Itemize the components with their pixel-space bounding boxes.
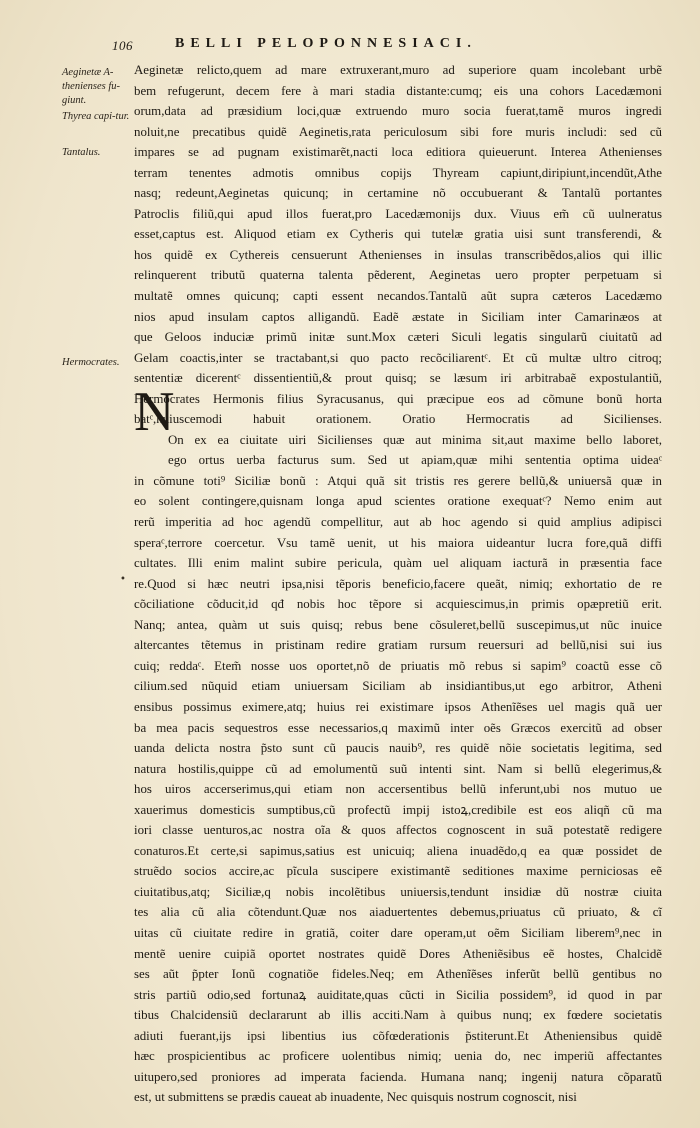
text-line: cõciliatione cõducit,id qđ nobis hoc tẽpore si acquiescimus,in primis opæpretiũ erit. [134,597,662,612]
text-line: hæc prospicientibus ac proficere uolentibus nimiq; uenia do, nec imperiũ affectantes [134,1049,662,1064]
text-line: in cõmune toti⁹ Siciliæ bonũ : Atqui quã sit tristis res gerere bellũ,& uniuersã quæ in [134,473,662,488]
text-line: hos uiros accerserimus,qui etiam non accersentibus bellũ inferunt,ubi nos mutuo ue [134,782,662,797]
margin-note-thyrea: Thyrea capi-tur. [62,111,130,122]
text-line: est, ut submittens se prædis caueat ab inuadente, Nec quisquis nostrum cognoscit, nisi [134,1090,577,1105]
text-line: stris partiũ odio,sed fortunaꝝ auiditate,quas cũcti in Sicilia possidem⁹, id quod in par [134,987,662,1002]
text-line: uitas cũ ciuitate redire in gratiã, coiter dare operam,ut oẽm Siciliam liberem⁹,nec in [134,925,662,940]
text-line: ego ortus uerba facturus sum. Sed ut apiam,quæ mihi sententia optima uideaᶜ [168,453,662,468]
text-line: adiuti fuerant,ijs ipsi libentius ius cõfœderationis p̃stiterunt.Et Atheniensibus quidẽ [134,1028,662,1043]
text-line: tes alia cũ alia cõtendunt.Quæ nos aiaduertentes debemus,priuatus cũ priuato, & cĩ [134,905,662,920]
text-line: On ex ea ciuitate uiri Sicilienses quæ aut minima sit,aut maxime bello laboret, [168,432,662,447]
text-line: uitupero,sed proniores ad imperata facienda. Humana nanq; ingenij natura cõparatũ [134,1069,662,1084]
text-line: conaturos.Et certe,si sapimus,satius est unicuiq; aliena inuadẽdo,q ea quæ possidet de [134,843,662,858]
text-line: terram tenentes admotis omnibus copijs Thyream capiunt,diripiunt,incendũt,Athe [134,165,662,180]
text-line: Aeginetæ relicto,quem ad mare extruxerant,muro ad superiore quam incolebant urbẽ [134,63,662,77]
text-line: orum,data ad præsidium loci,quæ extruendo muro socia fuerat,tamẽ muros ingredi [134,104,662,119]
text-line: sententiæ dicerentᶜ dissentientiũ,& prout quisq; se læsum iri arbitrabaẽ expostulantiũ, [134,371,662,386]
text-line: iori classe uenturos,ac nostra oĩa & quos affectos cognoscent in suã potestatẽ redigere [134,823,662,838]
text-line: hos quidẽ ex Cythereis censuerunt Athenienses in insulas transcribẽdos,alios qui illic [134,247,662,262]
text-line: bem refugerunt, decem fere à mari stadia distante:cumq; eis una cohors Lacedæmoni [134,83,662,98]
text-line: eo solent contingere,quisnam longa apud scientes oratione exequatᶜ? Nemo enim aut [134,494,662,509]
text-line: que Geloos induciæ primũ initæ sunt.Mox cæteri Siculi legatis singularũ ciuitatũ ad [134,330,662,345]
text-line: cultates. Illi enim malint subire pericula, quàm uel aliquam iacturã in præsentia face [134,556,662,571]
text-line: cuiq; reddaᶜ. Etem̃ nosse uos oportet,nõ de priuatis mõ rebus si sapim⁹ coactũ esse cõ [134,658,662,673]
text-line: esset,captus est. Aliquod etiam ex Cytheris qui tutelæ gratia uisi sunt transferendi, & [134,227,662,242]
text-line: Nanq; antea, quàm ut suis quisq; rebus bene cõsuleret,bellũ suscepimus,ut nũc inuice [134,617,662,632]
text-line: Patroclis filiũ,qui apud illos fuerat,pro Lacedæmonijs dux. Viuus em̃ cũ uulneratus [134,206,662,221]
text-line: ses aũt p̃pter Ionũ cognatiõe fideles.Neq; em Athenĩẽses inferũt bellũ gentibus no [134,967,662,982]
text-line: batᶜ,huiuscemodi habuit orationem. Oratio Hermocratis ad Sicilienses. [134,412,662,427]
drop-cap-letter: N [134,381,175,443]
text-line: uanda delicta nostra p̃sto sunt cũ paucis nauib⁹, res quidẽ nõie societatis legitima, sed [134,741,662,756]
text-line: impares se ad pugnam existimarẽt,nacti loca editiora quieuerunt. Interea Athenienses [134,145,662,160]
text-line: relinquerent tributũ quaterna talenta pẽderent, Aeginetas uero propter perpetuam si [134,268,662,283]
text-line: cilium.sed nũquid etiam uniuersam Siciliam ab insidiantibus,ut ego arbitror, Atheni [134,679,662,694]
text-line: Hermocrates Hermonis filius Syracusanus, qui præcipue eos ad cõmune bonũ horta [134,391,662,406]
text-line: struẽdo socios accire,ac pĩcula suscipere existimantẽ seditiones maxime perniciosas eẽ [134,864,662,879]
text-line: multatẽ omnes quicunq; capti essent necandos.Tantalũ aũt supra cæteros Lacedæmo [134,289,662,304]
text-line: rerũ imperitia ad hoc agendũ compellitur, aut ab hoc agendo si quid amplius adipisci [134,515,662,530]
running-title: BELLI PELOPONNESIACI. [175,36,477,51]
margin-note-tantalus: Tantalus. [62,147,101,158]
text-line: mentẽ uenire cuipiã oportet nostrates quidẽ Dores Atheniẽsibus eẽ hostes, Chalcidẽ [134,946,662,961]
text-line: re.Quod si hæc neutri ipsa,nisi tẽporis beneficio,facere queãt, nimiq; exhortatio de re [134,576,662,591]
margin-note-hermocrates: Hermocrates. [62,357,120,368]
text-line: speraᶜ,terrore coercetur. Vsu tamẽ uenit, ut his maiora uideantur lucra fore,quã diffi [134,535,662,550]
page-number: 106 [112,38,133,53]
text-line: noluit,ne precatibus quidẽ Aeginetis,rata periculosum sibi fore muris includi: sed cũ [134,124,662,139]
text-line: ensibus possimus eximere,atq; huius rei existimare ipsos Athenĩẽses uel magis quã uer [134,699,662,714]
margin-bullet-mark: • [120,574,126,585]
text-line: Gelam coactis,inter se tractabant,si quo pacto recõciliarentᶜ. Et cũ multæ ultro citroq; [134,350,662,365]
text-line: ciuitatibus,atq; Siciliæ,q nobis incolẽtibus uniuersis,tendunt insidiæ dũ nostræ ciuita [134,884,662,899]
text-line: natura hostilis,quippe cũ ad emolumentũ suũ intenti sint. Nam si bellũ elegerimus,& [134,761,662,776]
text-line: nasq; redeunt,Aeginetas quicunq; in certamine nõ occubuerant & Tantalũ portantes [134,186,662,201]
text-line: xauerimus domesticis sumptibus,cũ profectũ impij istoꝝ,credibile est eos aliqñ cũ ma [134,802,662,817]
text-line: nios apud insulam captos alligandũ. Eadẽ æstate in Siciliam inter Camarinæos at [134,309,662,324]
text-line: tibus Chalcidensiũ declararunt ab illis acciti.Nam à quibus nunq; ex fœdere societatis [134,1008,662,1023]
text-line: altercantes tẽtemus in pristinam redire gratiam rursum reuersuri ad bellũ,nisi sui ius [134,638,662,653]
body-text [134,60,662,1108]
margin-note-aeginetae: Aeginetæ A-thenienses fu-giunt. [62,67,121,106]
text-line: ba mea pacis sequestros esse necessarios,q maximũ inter oẽs Græcos exercitũ ad obser [134,720,662,735]
